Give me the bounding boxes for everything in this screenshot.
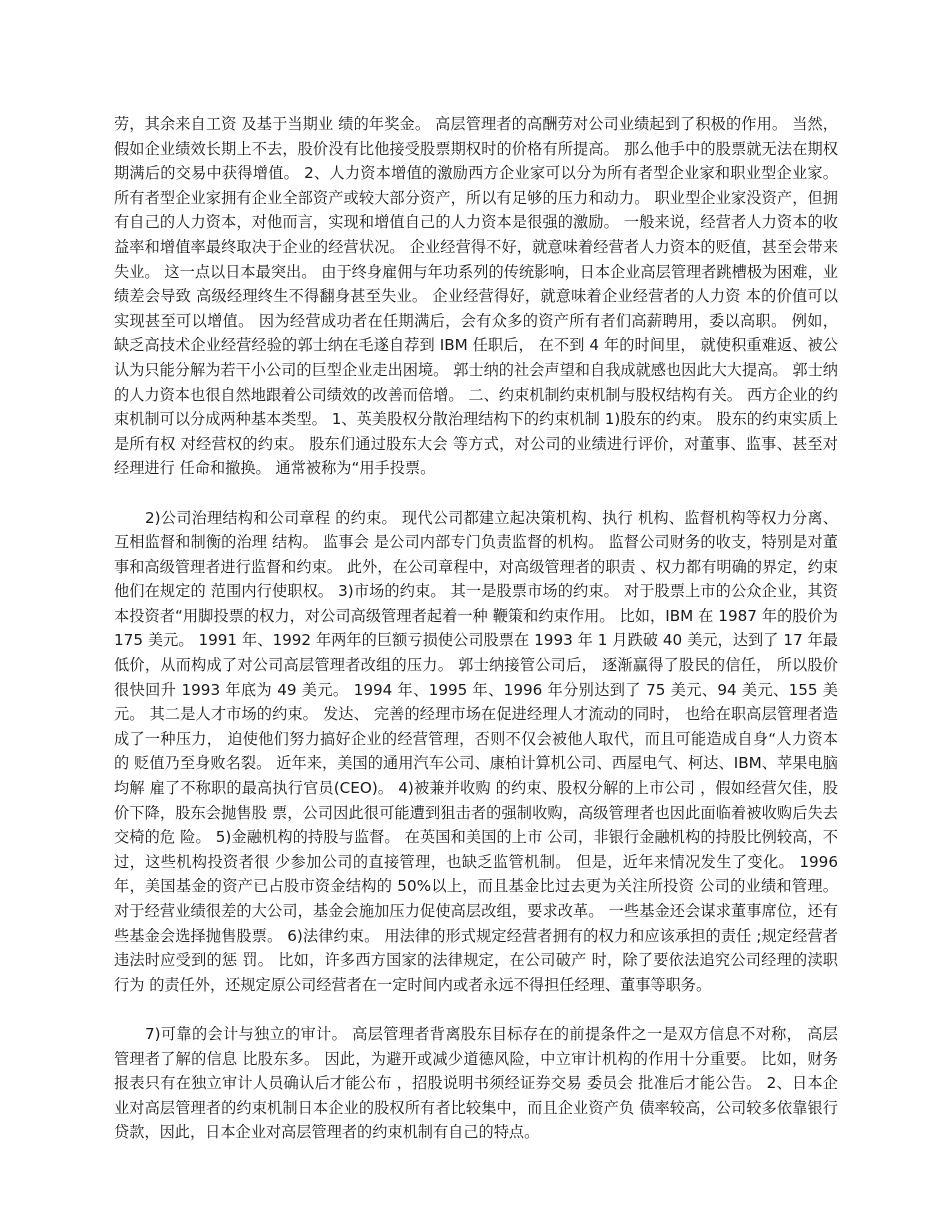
paragraph-2: 2)公司治理结构和公司章程 的约束。 现代公司都建立起决策机构、执行 机构、监督机构等权力分离、互相监督和制衡的治理 结构。 监事会 是公司内部专门负责监督的机构。 监督公司财务的收支，特别是对董事和高级管理者进行监督和约束。 此外，在公司章程中，对高级管理者的职责 、权力都有明确的界定，约束他们在规定的 范围内行使职权。 3)市场的约束。 其一是股票市场的约束。 对于股票上市的公众企业，其资本投资者“用脚投票的权力，对公司高级管理者起着一种 鞭策和约束作用。 比如，IBM 在 1987 年的股价为 175 美元。 1991 年、1992 年两年的巨额亏损使公司股票在 1993 年 1 月跌破 40 美元，达到了 17 年最 低价，从而构成了对公司高层管理者改组的压力。 郭士纳接管公司后， 逐渐赢得了股民的信任， 所以股价很快回升 1993 年底为 49 美元。 1994 年、1995 年、1996 年分别达到了 75 美元、94 美元、155 美元。 其二是人才市场的约束。 发达、 完善的经理市场在促进经理人才流动的同时， 也给在职高层管理者造成了一种压力， 迫使他们努力搞好企业的经营管理，否则不仅会被他人取代，而且可能造成自身“人力资本的 贬值乃至身败名裂。 近年来，美国的通用汽车公司、康柏计算机公司、西屋电气、柯达、IBM、苹果电脑均解 雇了不称职的最高执行官员(CEO)。 4)被兼并收购 的约束、股权分解的上市公司 ，假如经营欠佳，股价下降，股东会抛售股 票，公司因此很可能遭到狙击者的强制收购，高级管理者也因此面临着被收购后失去交椅的危 险。 5)金融机构的持股与监督。 在英国和美国的上市 公司，非银行金融机构的持股比例较高，不过，这些机构投资者很 少参加公司的直接管理，也缺乏监管机制。 但是，近年来情况发生了变化。 1996 年，美国基金的资产已占股市资金结构的 50%以上，而且基金比过去更为关注所投资 公司的业绩和管理。 对于经营业绩很差的大公司，基金会施加压力促使高层改组，要求改革。 一些基金还会谋求董事席位，还有些基金会选择抛售股票。 6)法律约束。 用法律的形式规定经营者拥有的权力和应该承担的责任 ;规定经营者违法时应受到的惩 罚。 比如，许多西方国家的法律规定，在公司破产 时，除了要依法追究公司经理的渎职行为 的责任外，还规定原公司经营者在一定时间内或者永远不得担任经理、董事等职务。	[114, 508, 838, 994]
paragraph-1: 劳，其余来自工资 及基于当期业 绩的年奖金。 高层管理者的高酬劳对公司业绩起到了积极的作用。 当然，假如企业绩效长期上不去，股价没有比他接受股票期权时的价格有所提高。 那么他手中的股票就无法在期权期满后的交易中获得增值。 2、人力资本增值的激励西方企业家可以分为所有者型企业家和职业型企业家。 所有者型企业家拥有企业全部资产或较大部分资产，所以有足够的压力和动力。 职业型企业家没资产，但拥有自己的人力资本，对他而言，实现和增值自己的人力资本是很强的激励。 一般来说，经营者人力资本的收益率和增值率最终取决于企业的经营状况。 企业经营得不好，就意味着经营者人力资本的贬值，甚至会带来失业。 这一点以日本最突出。 由于终身雇佣与年功系列的传统影响，日本企业高层管理者跳槽极为困难，业绩差会导致 高级经理终生不得翻身甚至失业。 企业经营得好，就意味着企业经营者的人力资 本的价值可以实现甚至可以增值。 因为经营成功者在任期满后，会有众多的资产所有者们高薪聘用，委以高职。 例如， 缺乏高技术企业经营经验的郭士纳在毛遂自荐到 IBM 任职后， 在不到 4 年的时间里， 就使积重难返、被公认为只能分解为若干小公司的巨型企业走出困境。 郭士纳的社会声望和自我成就感也因此大大提高。 郭士纳的人力资本也很自然地跟着公司绩效的改善而倍增。 二、约束机制约束机制与股权结构有关。 西方企业的约束机制可以分成两种基本类型。 1、英美股权分散治理结构下的约束机制 1)股东的约束。 股东的约束实质上是所有权 对经营权的约束。 股东们通过股东大会 等方式，对公司的业绩进行评价，对董事、监事、甚至对经理进行 任命和撤换。 通常被称为“用手投票。	[114, 115, 838, 478]
document-body	[114, 112, 838, 1170]
paragraph-3: 7)可靠的会计与独立的审计。 高层管理者背离股东目标存在的前提条件之一是双方信息不对称， 高层管理者了解的信息 比股东多。 因此，为避开或减少道德风险，中立审计机构的作用十分重要。 比如，财务报表只有在独立审计人员确认后才能公布 ，招股说明书须经证券交易 委员会 批准后才能公告。 2、日本企业对高层管理者的约束机制日本企业的股权所有者比较集中，而且企业资产负 债率较高，公司较多依靠银行贷款，因此，日本企业对高层管理者的约束机制有自己的特点。	[114, 1024, 838, 1142]
